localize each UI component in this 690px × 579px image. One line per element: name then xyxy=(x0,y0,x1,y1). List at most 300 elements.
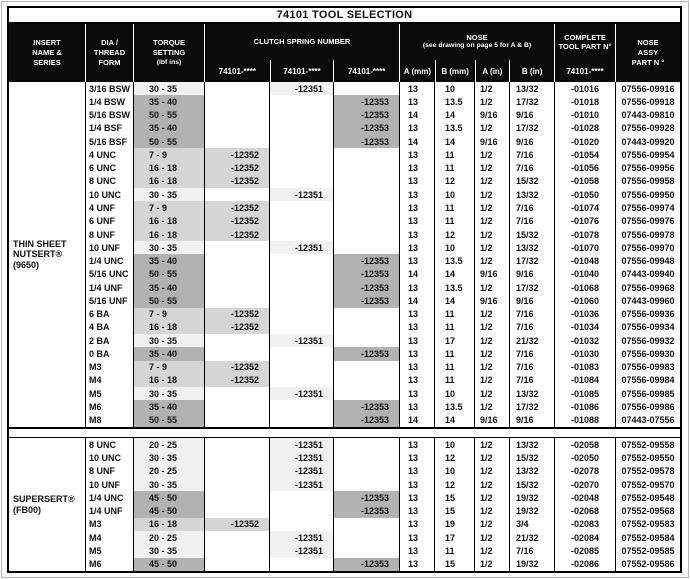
clutch-spring-cell xyxy=(205,82,270,95)
clutch-spring-cell xyxy=(205,478,270,491)
nose-a-mm-cell: 13 xyxy=(400,465,435,478)
complete-tool-part-cell: -01058 xyxy=(555,175,616,188)
thread-form-cell: 10 UNF xyxy=(86,478,134,491)
thread-form-cell: 8 UNF xyxy=(86,228,134,241)
nose-a-mm-cell: 13 xyxy=(400,544,435,557)
torque-setting-cell: 30 - 35 xyxy=(134,334,205,347)
nose-b-mm-cell: 15 xyxy=(435,558,475,571)
nose-assy-part-cell: 07552-09585 xyxy=(621,546,675,557)
thread-form-cell: 1/4 UNF xyxy=(86,281,134,294)
table-row xyxy=(86,215,680,228)
nose-a-in-cell: 1/2 xyxy=(475,374,510,387)
nose-a-in-cell: 1/2 xyxy=(475,281,510,294)
nose-assy-part-cell: 07443-07556 xyxy=(621,415,675,426)
table-row xyxy=(86,347,680,360)
table-row xyxy=(86,241,680,254)
complete-tool-part-cell: -01032 xyxy=(555,334,616,347)
torque-setting-cell: 50 - 55 xyxy=(134,109,205,122)
thread-form-cell: 1/4 UNF xyxy=(86,504,134,517)
clutch-spring-cell xyxy=(270,308,334,321)
clutch-spring-cell: -12351 xyxy=(270,334,334,347)
clutch-spring-cell: -12351 xyxy=(270,241,334,254)
nose-a-in-cell: 9/16 xyxy=(475,294,510,307)
complete-tool-part-cell: -02085 xyxy=(555,544,616,557)
nose-assy-part-cell: 07552-09548 xyxy=(621,492,675,503)
nose-assy-part-cell: 07556-09974 xyxy=(621,203,675,214)
table-row xyxy=(86,122,680,135)
header-nose-b-in: B (in) xyxy=(509,60,554,82)
nose-a-in-cell: 1/2 xyxy=(475,465,510,478)
nose-b-mm-cell: 14 xyxy=(435,294,475,307)
complete-tool-part-cell: -01050 xyxy=(555,188,616,201)
clutch-spring-cell xyxy=(334,478,400,491)
nose-b-in-cell: 13/32 xyxy=(510,82,555,95)
nose-a-mm-cell: 13 xyxy=(400,558,435,571)
clutch-spring-cell: -12353 xyxy=(334,254,400,267)
nose-b-in-cell: 13/32 xyxy=(510,241,555,254)
thread-form-cell: 0 BA xyxy=(86,347,134,360)
clutch-spring-cell: -12353 xyxy=(334,491,400,504)
torque-setting-cell: 35 - 40 xyxy=(134,122,205,135)
header-complete-part-prefix: 74101-**** xyxy=(566,66,604,76)
complete-tool-part-cell: -01020 xyxy=(555,135,616,148)
nose-b-in-cell: 13/32 xyxy=(510,387,555,400)
clutch-spring-cell xyxy=(205,122,270,135)
nose-b-mm-cell: 11 xyxy=(435,347,475,360)
torque-setting-cell: 35 - 40 xyxy=(134,95,205,108)
clutch-spring-cell xyxy=(334,518,400,531)
thread-form-cell: 2 BA xyxy=(86,334,134,347)
table-row xyxy=(86,175,680,188)
clutch-spring-cell xyxy=(270,215,334,228)
clutch-spring-cell xyxy=(334,188,400,201)
complete-tool-part-cell: -01034 xyxy=(555,321,616,334)
nose-a-mm-cell: 13 xyxy=(400,531,435,544)
tool-selection-table xyxy=(7,6,682,573)
nose-b-in-cell: 7/16 xyxy=(510,544,555,557)
nose-b-in-cell: 7/16 xyxy=(510,361,555,374)
thread-form-cell: 3/16 BSW xyxy=(86,82,134,95)
nose-b-in-cell: 15/32 xyxy=(510,175,555,188)
torque-setting-cell: 7 - 9 xyxy=(134,201,205,214)
nose-a-in-cell: 9/16 xyxy=(475,135,510,148)
nose-b-mm-cell: 11 xyxy=(435,148,475,161)
nose-b-mm-cell: 10 xyxy=(435,188,475,201)
thread-form-cell: 4 BA xyxy=(86,321,134,334)
thread-form-cell: 1/4 BSW xyxy=(86,95,134,108)
nose-b-in-cell: 7/16 xyxy=(510,148,555,161)
clutch-spring-cell xyxy=(270,374,334,387)
clutch-spring-cell: -12352 xyxy=(205,321,270,334)
nose-a-mm-cell: 13 xyxy=(400,241,435,254)
nose-a-in-cell: 1/2 xyxy=(475,175,510,188)
thread-form-cell: 1/4 UNC xyxy=(86,254,134,267)
clutch-spring-cell xyxy=(205,347,270,360)
torque-setting-cell: 30 - 35 xyxy=(134,188,205,201)
clutch-spring-cell xyxy=(334,361,400,374)
nose-a-in-cell: 1/2 xyxy=(475,188,510,201)
torque-setting-cell: 16 - 18 xyxy=(134,321,205,334)
header-line: NOSE xyxy=(637,38,659,48)
nose-b-in-cell: 21/32 xyxy=(510,334,555,347)
clutch-spring-cell: -12353 xyxy=(334,504,400,517)
torque-setting-cell: 35 - 40 xyxy=(134,400,205,413)
nose-a-in-cell: 1/2 xyxy=(475,478,510,491)
torque-setting-cell: 16 - 18 xyxy=(134,215,205,228)
table-row xyxy=(86,308,680,321)
nose-b-mm-cell: 11 xyxy=(435,321,475,334)
table-row xyxy=(86,518,680,531)
thread-form-cell: M4 xyxy=(86,374,134,387)
clutch-spring-cell xyxy=(334,334,400,347)
table-row xyxy=(86,281,680,294)
complete-tool-part-cell: -01048 xyxy=(555,254,616,267)
table-row xyxy=(86,387,680,400)
nose-b-mm-cell: 10 xyxy=(435,82,475,95)
complete-tool-part-cell: -01056 xyxy=(555,162,616,175)
nose-a-mm-cell: 14 xyxy=(400,135,435,148)
nose-a-mm-cell: 13 xyxy=(400,374,435,387)
nose-b-mm-cell: 14 xyxy=(435,414,475,427)
clutch-spring-cell xyxy=(270,148,334,161)
nose-a-mm-cell: 13 xyxy=(400,175,435,188)
complete-tool-part-cell: -01040 xyxy=(555,268,616,281)
header-line: SERIES xyxy=(33,57,61,67)
nose-b-in-cell: 3/4 xyxy=(510,518,555,531)
nose-a-mm-cell: 13 xyxy=(400,361,435,374)
nose-a-in-cell: 1/2 xyxy=(475,228,510,241)
clutch-spring-cell xyxy=(270,321,334,334)
header-complete-tool-group xyxy=(555,24,616,82)
nose-a-in-cell: 1/2 xyxy=(475,438,510,451)
clutch-spring-cell xyxy=(334,465,400,478)
torque-setting-cell: 35 - 40 xyxy=(134,281,205,294)
clutch-spring-cell xyxy=(270,122,334,135)
complete-tool-part-cell: -01088 xyxy=(555,414,616,427)
thread-form-cell: M5 xyxy=(86,544,134,557)
clutch-spring-cell: -12353 xyxy=(334,294,400,307)
nose-assy-part-cell: 07556-09948 xyxy=(621,256,675,267)
nose-b-in-cell: 13/32 xyxy=(510,188,555,201)
clutch-spring-cell xyxy=(205,451,270,464)
header-clutch-spring-group xyxy=(205,24,400,82)
header-complete-subcolumn xyxy=(555,60,615,82)
nose-assy-part-cell: 07556-09950 xyxy=(621,189,675,200)
clutch-spring-cell xyxy=(334,215,400,228)
nose-b-in-cell: 17/32 xyxy=(510,281,555,294)
table-row xyxy=(86,414,680,427)
clutch-spring-cell: -12351 xyxy=(270,544,334,557)
torque-setting-cell: 30 - 35 xyxy=(134,451,205,464)
clutch-spring-cell: -12353 xyxy=(334,109,400,122)
header-nose-b-mm: B (mm) xyxy=(435,60,475,82)
nose-a-in-cell: 1/2 xyxy=(475,544,510,557)
nose-b-in-cell: 13/32 xyxy=(510,465,555,478)
thread-form-cell: M3 xyxy=(86,518,134,531)
complete-tool-part-cell: -01074 xyxy=(555,201,616,214)
nose-b-mm-cell: 11 xyxy=(435,374,475,387)
complete-tool-part-cell: -01054 xyxy=(555,148,616,161)
nose-a-in-cell: 1/2 xyxy=(475,451,510,464)
clutch-spring-cell xyxy=(334,228,400,241)
clutch-spring-cell: -12352 xyxy=(205,361,270,374)
nose-assy-part-cell: 07556-09916 xyxy=(621,83,675,94)
clutch-spring-cell xyxy=(270,294,334,307)
complete-tool-part-cell: -02048 xyxy=(555,491,616,504)
torque-setting-cell: 30 - 35 xyxy=(134,82,205,95)
complete-tool-part-cell: -01028 xyxy=(555,122,616,135)
header-clutch-part-prefix: 74101-**** xyxy=(218,66,257,76)
nose-b-mm-cell: 15 xyxy=(435,491,475,504)
nose-assy-part-cell: 07443-09810 xyxy=(621,110,675,121)
table-row xyxy=(86,162,680,175)
thread-form-cell: 4 UNC xyxy=(86,148,134,161)
clutch-spring-cell: -12351 xyxy=(270,82,334,95)
table-row xyxy=(86,135,680,148)
complete-tool-part-cell: -02083 xyxy=(555,518,616,531)
nose-b-in-cell: 17/32 xyxy=(510,400,555,413)
clutch-spring-cell: -12353 xyxy=(334,268,400,281)
nose-a-mm-cell: 14 xyxy=(400,414,435,427)
clutch-spring-cell xyxy=(270,254,334,267)
clutch-spring-cell: -12353 xyxy=(334,281,400,294)
complete-tool-part-cell: -01085 xyxy=(555,387,616,400)
header-line: NAME & xyxy=(32,48,62,58)
header-nose-a-mm: A (mm) xyxy=(403,66,432,76)
clutch-spring-cell: -12351 xyxy=(270,188,334,201)
nose-b-mm-cell: 12 xyxy=(435,451,475,464)
nose-b-mm-cell: 17 xyxy=(435,334,475,347)
clutch-spring-cell xyxy=(334,321,400,334)
table-row xyxy=(86,109,680,122)
nose-a-mm-cell: 13 xyxy=(400,188,435,201)
clutch-spring-cell xyxy=(334,175,400,188)
clutch-spring-cell xyxy=(205,95,270,108)
nose-assy-part-cell: 07552-09586 xyxy=(621,559,675,570)
nose-b-mm-cell: 11 xyxy=(435,308,475,321)
thread-form-cell: 8 UNC xyxy=(86,438,134,451)
clutch-spring-cell: -12353 xyxy=(334,122,400,135)
torque-setting-cell: 45 - 50 xyxy=(134,558,205,571)
nose-b-mm-cell: 19 xyxy=(435,518,475,531)
clutch-spring-cell xyxy=(334,148,400,161)
torque-setting-cell: 50 - 55 xyxy=(134,135,205,148)
torque-setting-cell: 35 - 40 xyxy=(134,347,205,360)
clutch-spring-cell: -12353 xyxy=(334,400,400,413)
clutch-spring-cell xyxy=(270,504,334,517)
nose-b-in-cell: 13/32 xyxy=(510,438,555,451)
table-row xyxy=(86,478,680,491)
table-row xyxy=(86,294,680,307)
nose-assy-part-cell: 07556-09976 xyxy=(621,216,675,227)
table-row xyxy=(86,374,680,387)
nose-a-in-cell: 1/2 xyxy=(475,558,510,571)
torque-setting-cell: 7 - 9 xyxy=(134,148,205,161)
nose-b-mm-cell: 12 xyxy=(435,478,475,491)
complete-tool-part-cell: -01016 xyxy=(555,82,616,95)
thread-form-cell: 6 UNF xyxy=(86,215,134,228)
table-row xyxy=(86,201,680,214)
clutch-spring-cell: -12351 xyxy=(270,531,334,544)
torque-setting-cell: 16 - 18 xyxy=(134,518,205,531)
nose-a-in-cell: 1/2 xyxy=(475,82,510,95)
complete-tool-part-cell: -01010 xyxy=(555,109,616,122)
table-row xyxy=(86,438,680,451)
nose-a-in-cell: 1/2 xyxy=(475,215,510,228)
clutch-spring-cell xyxy=(205,268,270,281)
table-header-row xyxy=(9,24,680,82)
clutch-spring-cell xyxy=(270,95,334,108)
nose-a-mm-cell: 13 xyxy=(400,254,435,267)
nose-a-mm-cell: 13 xyxy=(400,451,435,464)
nose-a-mm-cell: 14 xyxy=(400,294,435,307)
header-nose-group xyxy=(400,24,555,82)
clutch-spring-cell xyxy=(334,451,400,464)
header-line: SETTING xyxy=(152,48,186,58)
thread-form-cell: 5/16 BSW xyxy=(86,109,134,122)
table-row xyxy=(86,544,680,557)
torque-setting-cell: 50 - 55 xyxy=(134,294,205,307)
nose-assy-part-cell: 07443-09940 xyxy=(621,269,675,280)
header-nose-subcolumns xyxy=(400,60,554,82)
clutch-spring-cell xyxy=(270,135,334,148)
nose-b-mm-cell: 15 xyxy=(435,504,475,517)
clutch-spring-cell xyxy=(205,544,270,557)
complete-tool-part-cell: -01036 xyxy=(555,308,616,321)
clutch-spring-cell xyxy=(270,109,334,122)
clutch-spring-cell xyxy=(205,334,270,347)
nose-assy-part-cell: 07556-09985 xyxy=(621,388,675,399)
thread-form-cell: 1/4 BSF xyxy=(86,122,134,135)
nose-a-mm-cell: 13 xyxy=(400,308,435,321)
clutch-spring-cell: -12352 xyxy=(205,308,270,321)
nose-a-in-cell: 1/2 xyxy=(475,122,510,135)
table-row xyxy=(86,95,680,108)
clutch-spring-cell xyxy=(205,465,270,478)
complete-tool-part-cell: -02086 xyxy=(555,558,616,571)
header-line: COMPLETE xyxy=(564,32,606,42)
clutch-spring-cell xyxy=(334,241,400,254)
clutch-spring-cell: -12352 xyxy=(205,374,270,387)
thread-form-cell: M5 xyxy=(86,387,134,400)
nose-assy-part-cell: 07556-09928 xyxy=(621,123,675,134)
thread-form-cell: 8 UNC xyxy=(86,175,134,188)
thread-form-cell: 1/4 UNC xyxy=(86,491,134,504)
complete-tool-part-cell: -01068 xyxy=(555,281,616,294)
header-line: TOOL PART N° xyxy=(558,42,612,51)
nose-a-mm-cell: 13 xyxy=(400,82,435,95)
nose-b-mm-cell: 10 xyxy=(435,438,475,451)
header-line: FORM xyxy=(98,57,121,67)
nose-assy-part-cell: 07556-09934 xyxy=(621,322,675,333)
clutch-spring-cell xyxy=(270,414,334,427)
nose-a-in-cell: 1/2 xyxy=(475,201,510,214)
nose-b-in-cell: 9/16 xyxy=(510,109,555,122)
thread-form-cell: 6 UNC xyxy=(86,162,134,175)
complete-tool-part-cell: -01030 xyxy=(555,347,616,360)
table-row xyxy=(86,228,680,241)
section-label-line: NUTSERT® xyxy=(13,249,63,260)
nose-b-mm-cell: 13.5 xyxy=(435,122,475,135)
nose-b-mm-cell: 17 xyxy=(435,531,475,544)
header-nose-assy xyxy=(616,24,680,82)
nose-b-mm-cell: 13.5 xyxy=(435,400,475,413)
header-clutch-part-prefix: 74101-**** xyxy=(333,60,399,82)
thread-form-cell: 5/16 UNC xyxy=(86,268,134,281)
nose-a-mm-cell: 13 xyxy=(400,478,435,491)
complete-tool-part-cell: -02058 xyxy=(555,438,616,451)
section-rows xyxy=(86,438,680,571)
nose-a-mm-cell: 13 xyxy=(400,438,435,451)
clutch-spring-cell: -12353 xyxy=(334,414,400,427)
section-label-line: (FB00) xyxy=(13,504,42,515)
nose-a-in-cell: 1/2 xyxy=(475,387,510,400)
clutch-spring-cell xyxy=(334,374,400,387)
nose-b-mm-cell: 11 xyxy=(435,544,475,557)
torque-setting-cell: 30 - 35 xyxy=(134,544,205,557)
nose-a-mm-cell: 13 xyxy=(400,122,435,135)
clutch-spring-cell xyxy=(270,347,334,360)
nose-a-mm-cell: 13 xyxy=(400,400,435,413)
table-row xyxy=(86,451,680,464)
clutch-spring-cell xyxy=(334,438,400,451)
nose-a-mm-cell: 13 xyxy=(400,334,435,347)
nose-a-in-cell: 1/2 xyxy=(475,400,510,413)
clutch-spring-cell xyxy=(205,281,270,294)
clutch-spring-cell xyxy=(270,228,334,241)
clutch-spring-cell: -12353 xyxy=(334,95,400,108)
clutch-spring-cell xyxy=(334,308,400,321)
clutch-spring-cell xyxy=(205,387,270,400)
nose-b-in-cell: 9/16 xyxy=(510,294,555,307)
section-label-thin-sheet-nutsert xyxy=(9,82,86,427)
section-label-line: (9650) xyxy=(13,259,40,270)
nose-a-in-cell: 1/2 xyxy=(475,95,510,108)
nose-b-in-cell: 15/32 xyxy=(510,478,555,491)
nose-a-mm-cell: 13 xyxy=(400,201,435,214)
clutch-spring-cell xyxy=(205,254,270,267)
nose-b-mm-cell: 14 xyxy=(435,109,475,122)
complete-tool-part-cell: -01078 xyxy=(555,228,616,241)
nose-a-mm-cell: 13 xyxy=(400,228,435,241)
nose-a-mm-cell: 13 xyxy=(400,504,435,517)
nose-a-in-cell: 1/2 xyxy=(475,148,510,161)
nose-b-in-cell: 9/16 xyxy=(510,414,555,427)
nose-b-in-cell: 17/32 xyxy=(510,95,555,108)
clutch-spring-cell xyxy=(270,558,334,571)
clutch-spring-cell xyxy=(270,162,334,175)
nose-b-mm-cell: 13.5 xyxy=(435,254,475,267)
nose-a-in-cell: 1/2 xyxy=(475,334,510,347)
thread-form-cell: 8 UNF xyxy=(86,465,134,478)
nose-assy-part-cell: 07556-09918 xyxy=(621,96,675,107)
nose-a-in-cell: 9/16 xyxy=(475,109,510,122)
torque-setting-cell: 50 - 55 xyxy=(134,268,205,281)
nose-assy-part-cell: 07556-09970 xyxy=(621,242,675,253)
header-torque-unit: (lbf ins) xyxy=(156,58,182,66)
clutch-spring-cell xyxy=(334,82,400,95)
clutch-spring-cell xyxy=(270,518,334,531)
thread-form-cell: 5/16 BSF xyxy=(86,135,134,148)
torque-setting-cell: 20 - 25 xyxy=(134,531,205,544)
clutch-spring-cell xyxy=(205,135,270,148)
clutch-spring-cell: -12352 xyxy=(205,201,270,214)
table-row xyxy=(86,82,680,95)
nose-b-mm-cell: 12 xyxy=(435,175,475,188)
clutch-spring-cell: -12352 xyxy=(205,215,270,228)
clutch-spring-cell xyxy=(205,438,270,451)
clutch-spring-cell xyxy=(270,281,334,294)
